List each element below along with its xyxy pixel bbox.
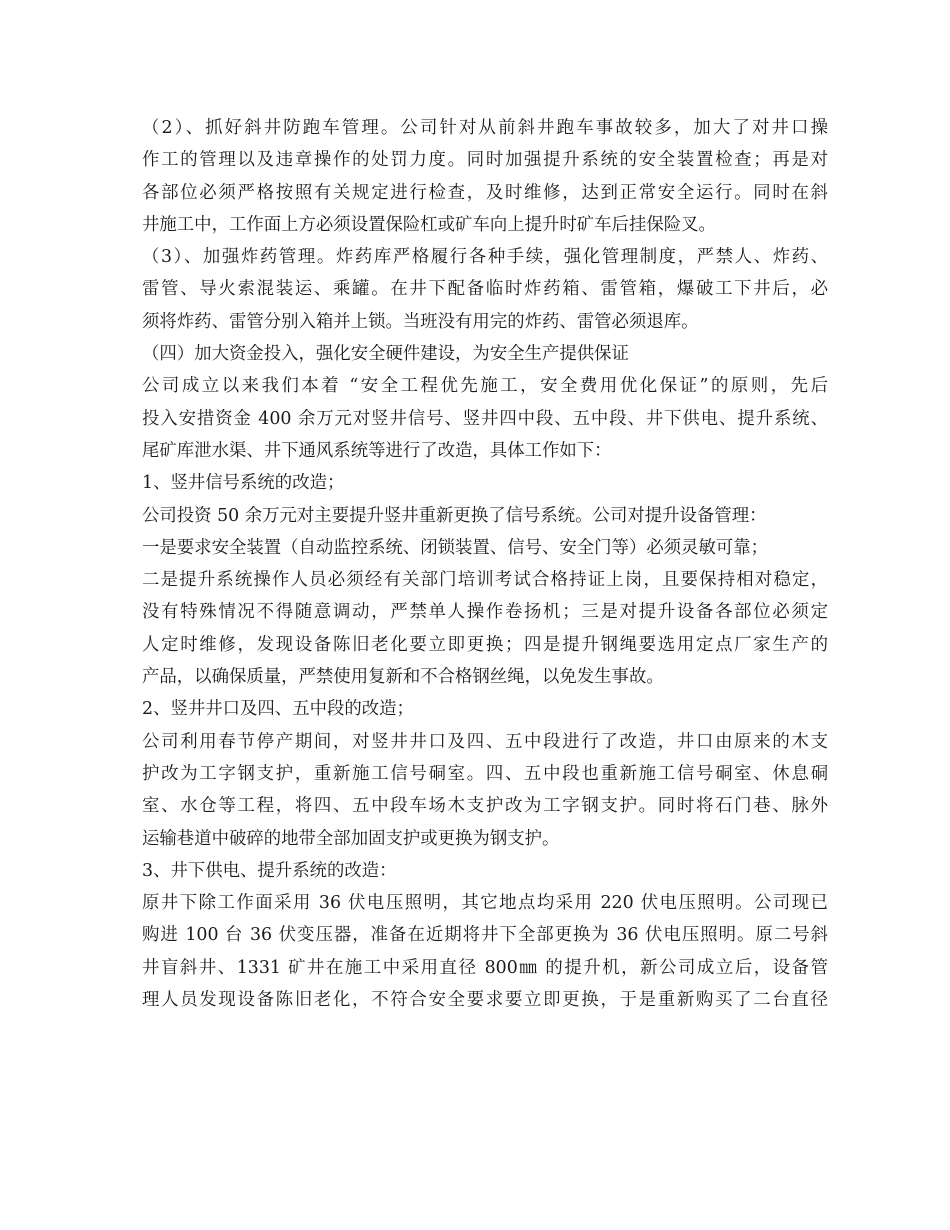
document-body [142, 112, 828, 1016]
paragraph-line: 尾矿库泄水渠、井下通风系统等进行了改造，具体工作如下： [142, 440, 612, 461]
paragraph-line: 没有特殊情况不得随意调动，严禁单人操作卷扬机；三是对提升设备各部位必须定 [142, 602, 828, 623]
paragraph-line: 室、水仓等工程，将四、五中段车场木支护改为工字钢支护。同时将石门巷、脉外 [142, 796, 828, 817]
subsection-heading: 3、井下供电、提升系统的改造： [142, 860, 397, 881]
paragraph-line: 作工的管理以及违章操作的处罚力度。同时加强提升系统的安全装置检查；再是对 [142, 150, 828, 171]
paragraph-line: 运输巷道中破碎的地带全部加固支护或更换为钢支护。 [142, 828, 560, 849]
paragraph-line: 公司投资 50 余万元对主要提升竖井重新更换了信号系统。公司对提升设备管理： [142, 505, 767, 526]
paragraph-line: 二是提升系统操作人员必须经有关部门培训考试合格持证上岗，且要保持相对稳定， [142, 570, 828, 591]
paragraph-line: 产品，以确保质量，严禁使用复新和不合格钢丝绳，以免发生事故。 [142, 667, 664, 688]
paragraph-line: （2）、抓好斜井防跑车管理。公司针对从前斜井跑车事故较多，加大了对井口操 [142, 118, 828, 138]
paragraph-line: 各部位必须严格按照有关规定进行检查，及时维修，达到正常安全运行。同时在斜 [142, 182, 828, 203]
paragraph-line: 原井下除工作面采用 36 伏电压照明，其它地点均采用 220 伏电压照明。公司现已 [142, 893, 828, 914]
subsection-heading: 2、竖井井口及四、五中段的改造； [142, 699, 414, 720]
subsection-heading: 1、竖井信号系统的改造； [142, 473, 345, 494]
paragraph-line: 井盲斜井、1331 矿井在施工中采用直径 800㎜ 的提升机，新公司成立后，设备管 [142, 957, 828, 978]
paragraph-line: 公司成立以来我们本着 “安全工程优先施工，安全费用优化保证”的原则，先后 [142, 376, 828, 397]
paragraph-line: 井施工中，工作面上方必须设置保险杠或矿车向上提升时矿车后挂保险叉。 [142, 214, 716, 235]
paragraph-line: 投入安措资金 400 余万元对竖井信号、竖井四中段、五中段、井下供电、提升系统、 [142, 408, 828, 429]
paragraph-line: 理人员发现设备陈旧老化，不符合安全要求要立即更换，于是重新购买了二台直径 [142, 990, 828, 1011]
paragraph-line: 须将炸药、雷管分别入箱并上锁。当班没有用完的炸药、雷管必须退库。 [142, 311, 699, 332]
section-heading: （四）加大资金投入，强化安全硬件建设，为安全生产提供保证 [142, 344, 629, 365]
paragraph-line: （3）、加强炸药管理。炸药库严格履行各种手续，强化管理制度，严禁人、炸药、 [142, 247, 828, 268]
paragraph-line: 购进 100 台 36 伏变压器，准备在近期将井下全部更换为 36 伏电压照明。原二号斜 [142, 925, 828, 946]
paragraph-line: 护改为工字钢支护，重新施工信号硐室。四、五中段也重新施工信号硐室、休息硐 [142, 763, 828, 784]
paragraph-line: 人定时维修，发现设备陈旧老化要立即更换；四是提升钢绳要选用定点厂家生产的 [142, 634, 828, 655]
paragraph-line: 雷管、导火索混装运、乘罐。在井下配备临时炸药箱、雷管箱，爆破工下井后，必 [142, 279, 828, 300]
paragraph-line: 公司利用春节停产期间，对竖井井口及四、五中段进行了改造，井口由原来的木支 [142, 731, 828, 752]
paragraph-line: 一是要求安全装置（自动监控系统、闭锁装置、信号、安全门等）必须灵敏可靠； [142, 537, 769, 558]
